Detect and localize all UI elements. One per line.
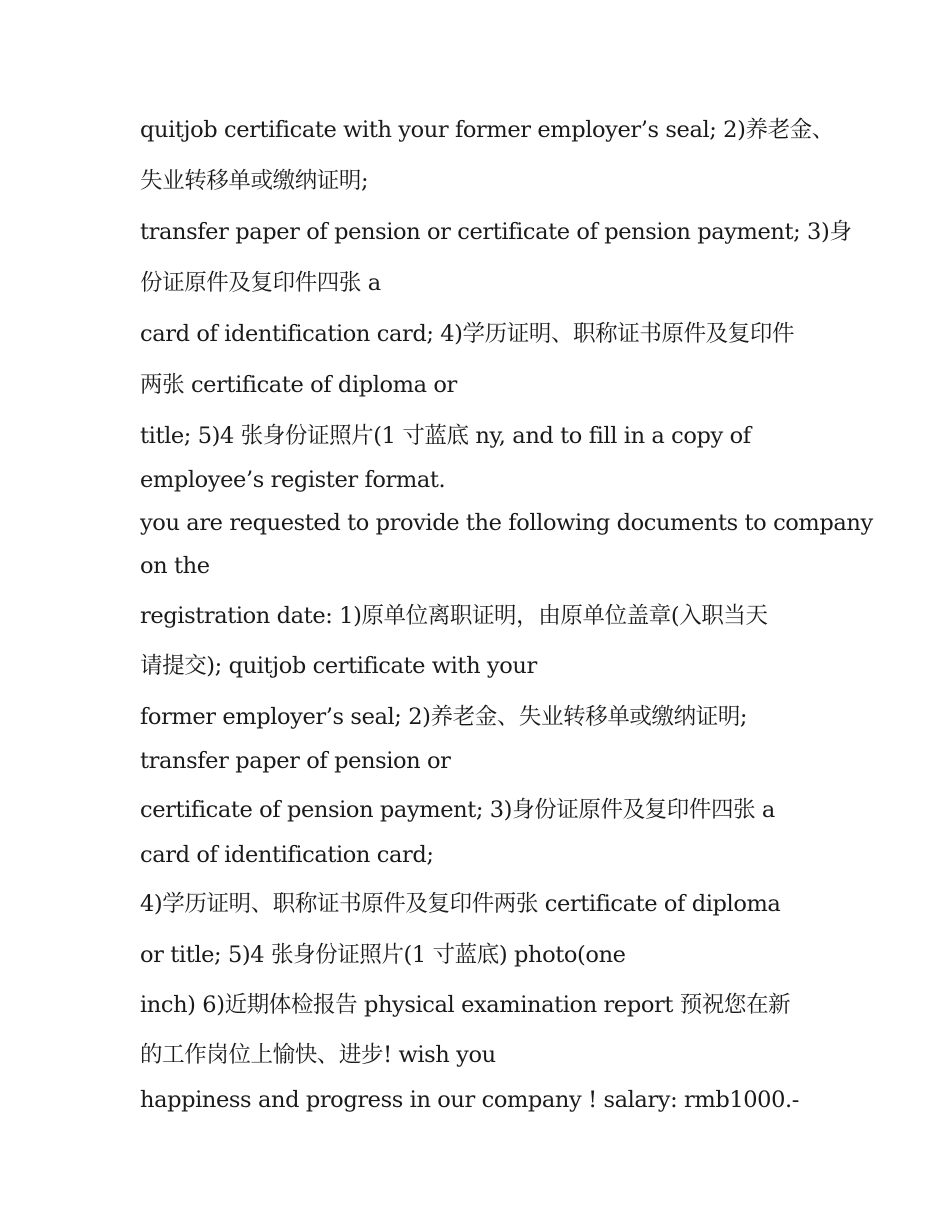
text-line: card of identification card; xyxy=(140,842,434,868)
text-line: 两张 certificate of diploma or xyxy=(140,372,457,398)
text-line: or title; 5)4 张身份证照片(1 寸蓝底) photo(one xyxy=(140,942,626,968)
text-line: quitjob certificate with your former employer’s seal; 2)养老金、 xyxy=(140,117,834,143)
text-line: you are requested to provide the following documents to company xyxy=(140,510,873,536)
text-line: inch) 6)近期体检报告 physical examination report 预祝您在新 xyxy=(140,992,791,1018)
text-line: on the xyxy=(140,553,210,579)
text-line: employee’s register format. xyxy=(140,467,446,493)
document-body xyxy=(140,108,873,1123)
text-line: former employer’s seal; 2)养老金、失业转移单或缴纳证明; xyxy=(140,704,748,730)
text-line: 4)学历证明、职称证书原件及复印件两张 certificate of diploma xyxy=(140,891,781,917)
text-line: 份证原件及复印件四张 a xyxy=(140,270,381,296)
text-line: 失业转移单或缴纳证明; xyxy=(140,168,369,194)
text-line: 的工作岗位上愉快、进步! wish you xyxy=(140,1042,496,1068)
text-line: happiness and progress in our company ! salary: rmb1000.- xyxy=(140,1087,799,1113)
text-line: 请提交); quitjob certificate with your xyxy=(140,653,537,679)
text-line: title; 5)4 张身份证照片(1 寸蓝底 ny, and to fill in a copy of xyxy=(140,423,751,449)
text-line: transfer paper of pension or certificate of pension payment; 3)身 xyxy=(140,219,852,245)
text-line: transfer paper of pension or xyxy=(140,748,451,774)
text-line: certificate of pension payment; 3)身份证原件及复印件四张 a xyxy=(140,797,775,823)
text-line: registration date: 1)原单位离职证明，由原单位盖章(入职当天 xyxy=(140,603,768,629)
text-line: card of identification card; 4)学历证明、职称证书原件及复印件 xyxy=(140,321,795,347)
